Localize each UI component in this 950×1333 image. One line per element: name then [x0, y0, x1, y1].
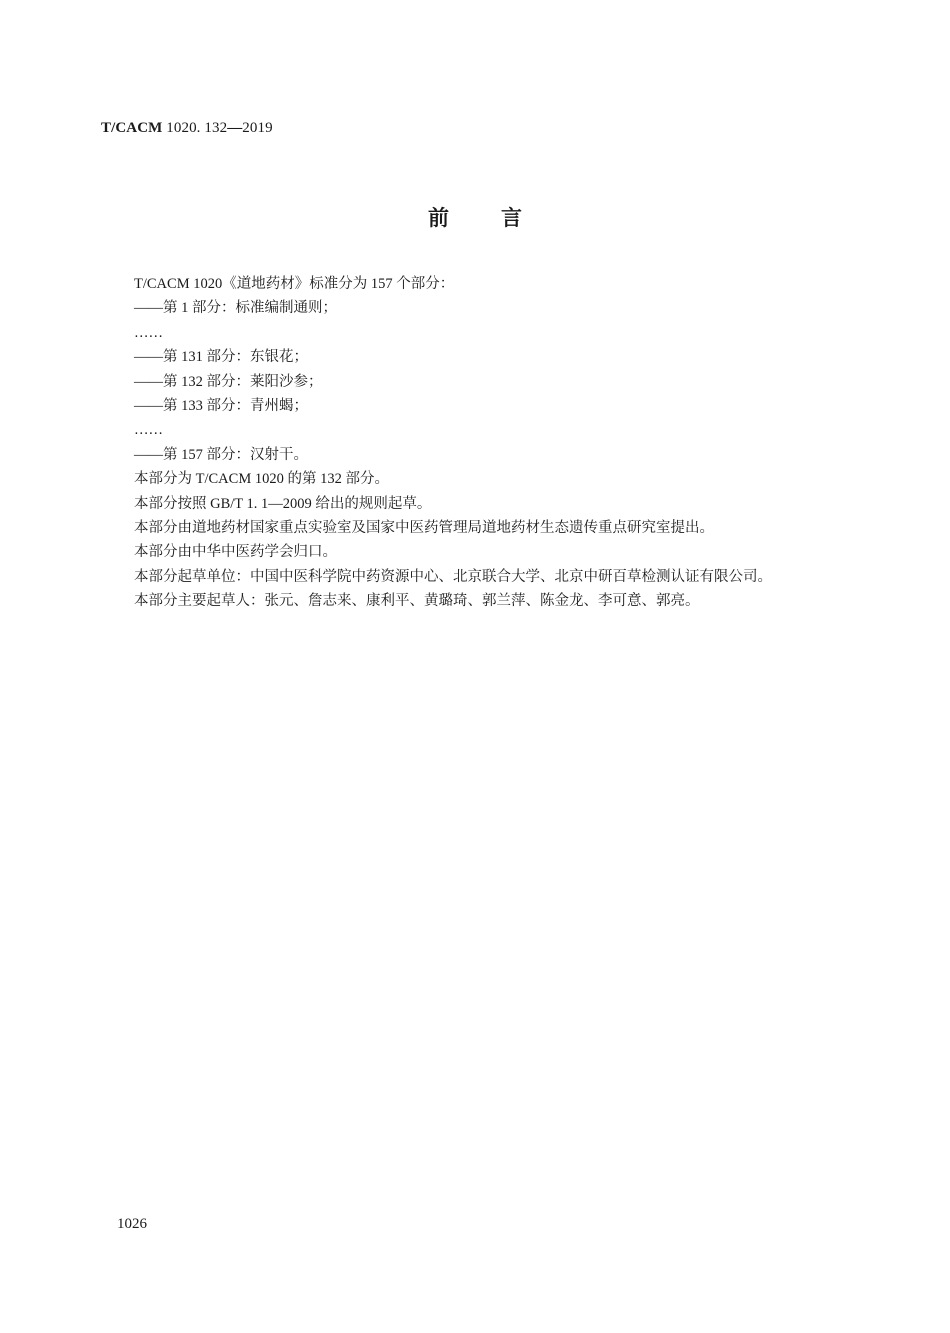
paragraph-drafting-rules: 本部分按照 GB/T 1. 1—2009 给出的规则起草。	[134, 495, 432, 512]
list-item-part-133: ——第 133 部分：青州蝎；	[134, 398, 308, 415]
list-item-part-157: ——第 157 部分：汉射干。	[134, 446, 308, 463]
paragraph-drafters: 本部分主要起草人：张元、詹志来、康利平、黄璐琦、郭兰萍、陈金龙、李可意、郭亮。	[134, 593, 700, 610]
list-item-part-131: ——第 131 部分：东银花；	[134, 349, 308, 366]
title-char-2: 言	[501, 206, 522, 230]
code-prefix: T/CACM	[101, 120, 163, 136]
title-char-1: 前	[428, 206, 449, 230]
paragraph-centralized-by: 本部分由中华中医药学会归口。	[134, 544, 337, 561]
page-number: 1026	[117, 1216, 147, 1232]
page-title	[0, 202, 950, 232]
ellipsis-2: ……	[134, 422, 163, 439]
paragraph-this-part: 本部分为 T/CACM 1020 的第 132 部分。	[134, 471, 389, 488]
code-number: 1020. 132	[162, 120, 228, 136]
paragraph-drafting-units: 本部分起草单位：中国中医科学院中药资源中心、北京联合大学、北京中研百草检测认证有限公司。	[134, 568, 772, 585]
list-item-part-1: ——第 1 部分：标准编制通则；	[134, 300, 337, 317]
code-dash: —	[227, 120, 243, 136]
paragraph-intro: T/CACM 1020《道地药材》标准分为 157 个部分：	[134, 276, 455, 292]
ellipsis-1: ……	[134, 324, 163, 341]
foreword-body	[101, 272, 829, 614]
list-item-part-132: ——第 132 部分：莱阳沙参；	[134, 373, 323, 390]
code-year: 2019	[242, 120, 273, 136]
document-code	[101, 120, 273, 137]
paragraph-proposed-by: 本部分由道地药材国家重点实验室及国家中医药管理局道地药材生态遗传重点研究室提出。	[134, 520, 714, 537]
